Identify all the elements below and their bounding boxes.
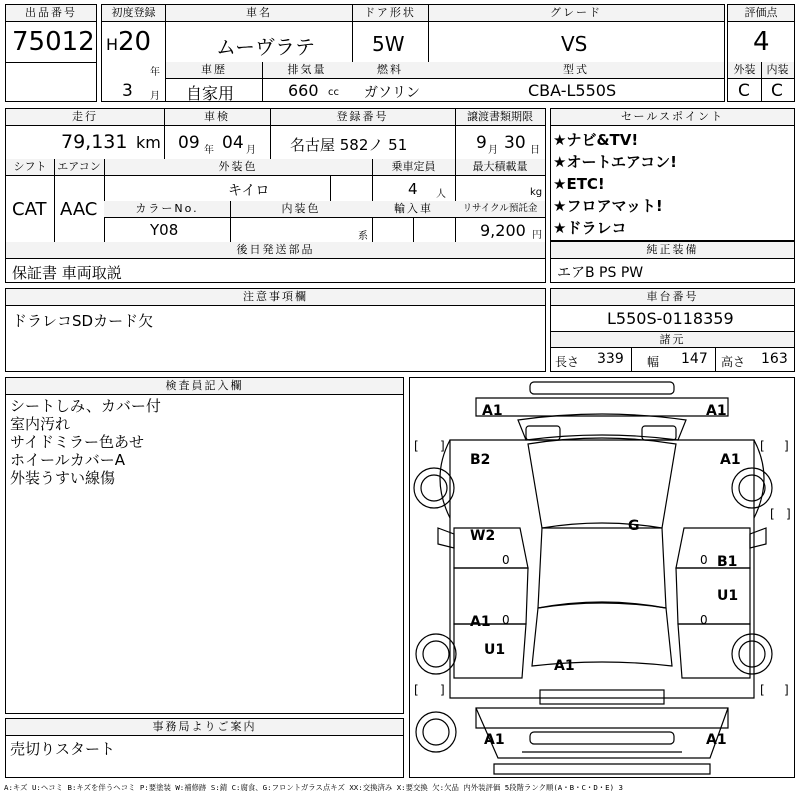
colorno-label: カラーNo. (104, 201, 230, 218)
dmg-windshield: G (628, 518, 640, 534)
inspector-line: 外装うすい線傷 (10, 469, 116, 487)
inspection-month: 04 (222, 133, 244, 153)
inspector-line: ホイールカバーA (10, 451, 125, 469)
capacity-unit: 人 (436, 189, 446, 200)
transfer-day: 30 (504, 133, 526, 153)
model: CBA-L550S (528, 81, 617, 100)
inspector-line: シートしみ、カバー付 (10, 397, 161, 415)
inspection-label: 車検 (164, 109, 270, 126)
grade-label: グレード (428, 5, 724, 22)
equipment-label: 純正装備 (551, 242, 794, 259)
notes-label: 注意事項欄 (6, 289, 545, 306)
transfer-day-unit: 日 (530, 145, 540, 156)
later-parts-label: 後日発送部品 (6, 242, 545, 259)
car-name: ムーヴラテ (216, 35, 315, 59)
lot-number: 75012 (12, 27, 95, 57)
chassis-box (550, 288, 795, 372)
office-box (5, 718, 404, 778)
dmg-roof: A1 (554, 658, 575, 674)
bracket-close: ] (784, 683, 789, 697)
history-label: 車歴 (166, 62, 262, 79)
grade: VS (561, 32, 588, 56)
displacement: 660 (288, 81, 319, 100)
recycle-unit: 円 (532, 230, 542, 241)
length-label: 長さ (555, 355, 580, 369)
sales-item: ★ETC! (553, 175, 605, 193)
name-box (165, 4, 725, 102)
sales-item: ★ドラレコ (553, 219, 627, 237)
car-diagram (410, 378, 794, 777)
transfer-month-unit: 月 (488, 145, 498, 156)
legend: A:キズ U:ヘコミ B:キズを伴うヘコミ P:要塗装 W:補修跡 S:錆 C:腐食、G:フロントガラス点キズ XX:交換済み X:要交換 欠:欠品 内外装評価 5段階ランク順(A・B・C・D・E) 3 (4, 783, 623, 792)
transfer-label: 譲渡書類期限 (455, 109, 545, 126)
sales-label: セールスポイント (551, 109, 794, 126)
notes: ドラレコSDカード欠 (12, 312, 154, 330)
inspection-month-unit: 月 (246, 145, 256, 156)
chassis-number: L550S-0118359 (607, 309, 734, 328)
plate-label: 登録番号 (270, 109, 455, 126)
dmg-left-rear-quarter: U1 (484, 642, 506, 658)
office-label: 事務局よりご案内 (6, 719, 403, 736)
sales-box (550, 108, 795, 241)
mileage: 79,131 (61, 131, 128, 153)
inspector-box (5, 377, 404, 714)
plate: 名古屋 582ノ 51 (290, 136, 408, 154)
detail-box (5, 108, 546, 283)
door-label: ドア形状 (352, 5, 428, 22)
zero-mark: 0 (502, 553, 510, 567)
length: 339 (597, 351, 624, 367)
equipment: エアB PS PW (557, 265, 644, 281)
recycle: 9,200 (480, 221, 526, 240)
first-reg-month: 3 (122, 81, 133, 101)
lot-label: 出品番号 (6, 5, 96, 22)
inspection-year-unit: 年 (204, 145, 214, 156)
score-box (727, 4, 795, 102)
bracket-open: [ (760, 683, 765, 697)
ext-label: 外装 (728, 62, 761, 79)
bracket-close: ] (786, 507, 791, 521)
int-label: 内装 (761, 62, 794, 79)
shift: CAT (12, 199, 47, 220)
color-label: 外装色 (104, 159, 372, 176)
model-label: 型式 (428, 62, 724, 79)
year-unit: 年 (150, 67, 160, 78)
fuel: ガソリン (364, 85, 420, 101)
bracket-open: [ (760, 439, 765, 453)
first-reg-box (101, 4, 166, 102)
ext-grade: C (738, 81, 750, 101)
interior-label: 内装色 (230, 201, 372, 218)
car-name-label: 車名 (166, 5, 352, 22)
zero-mark: 0 (502, 613, 510, 627)
color: キイロ (228, 183, 270, 199)
dmg-left-front-fender: B2 (470, 452, 491, 468)
displacement-label: 排気量 (262, 62, 352, 79)
month-unit: 月 (150, 91, 160, 102)
sales-item: ★フロアマット! (553, 197, 663, 215)
inspector-label: 検査員記入欄 (6, 378, 403, 395)
interior-unit: 系 (358, 231, 368, 242)
bracket-open: [ (414, 683, 419, 697)
maxload-label: 最大積載量 (455, 159, 545, 176)
zero-mark: 0 (700, 613, 708, 627)
width: 147 (681, 351, 708, 367)
first-reg-year: 20 (118, 27, 152, 57)
dmg-front-right: A1 (706, 403, 727, 419)
dmg-front-left: A1 (482, 403, 503, 419)
history: 自家用 (186, 84, 235, 103)
inspector-line: サイドミラー色あせ (10, 433, 144, 451)
height: 163 (761, 351, 788, 367)
displacement-unit: cc (328, 87, 339, 98)
score: 4 (753, 27, 770, 57)
inspection-year: 09 (178, 133, 200, 153)
inspector-line: 室内汚れ (10, 415, 71, 433)
dmg-rear-left: A1 (484, 732, 505, 748)
bracket-open: [ (770, 507, 775, 521)
maxload-unit: kg (530, 187, 543, 198)
dmg-right-front-fender: A1 (720, 452, 741, 468)
sales-item: ★ナビ&TV! (553, 131, 639, 149)
bracket-close: ] (440, 683, 445, 697)
recycle-label: リサイクル預託金 (455, 201, 545, 218)
score-label: 評価点 (728, 5, 794, 22)
ac-label: エアコン (54, 159, 104, 176)
mileage-label: 走行 (6, 109, 164, 126)
shift-label: シフト (6, 159, 54, 176)
import-label: 輸入車 (372, 201, 455, 218)
later-parts: 保証書 車両取説 (12, 264, 122, 282)
dmg-left-front-door: W2 (470, 528, 496, 544)
capacity-label: 乗車定員 (372, 159, 455, 176)
mileage-unit: km (136, 133, 161, 152)
color-number: Y08 (150, 221, 179, 239)
bracket-open: [ (414, 439, 419, 453)
ac: AAC (60, 199, 98, 220)
fuel-label: 燃料 (352, 62, 428, 79)
dmg-right-rear-door: U1 (717, 588, 739, 604)
height-label: 高さ (721, 355, 746, 369)
bracket-close: ] (784, 439, 789, 453)
notes-box (5, 288, 546, 372)
era: H (106, 35, 119, 54)
bracket-close: ] (440, 439, 445, 453)
lot-box (5, 4, 97, 102)
int-grade: C (771, 81, 783, 101)
first-reg-label: 初度登録 (102, 5, 165, 22)
dmg-rear-right: A1 (706, 732, 727, 748)
zero-mark: 0 (700, 553, 708, 567)
capacity: 4 (408, 180, 418, 198)
door-type: 5W (372, 32, 405, 56)
chassis-label: 車台番号 (551, 289, 794, 306)
width-label: 幅 (647, 355, 660, 369)
sales-item: ★オートエアコン! (553, 153, 677, 171)
office-message: 売切りスタート (10, 740, 116, 758)
equipment-box (550, 241, 795, 283)
dmg-right-front-door: B1 (717, 554, 738, 570)
damage-diagram-box (409, 377, 795, 778)
dims-label: 諸元 (551, 331, 794, 348)
dmg-left-rear-door: A1 (470, 614, 491, 630)
transfer-month: 9 (476, 133, 487, 153)
